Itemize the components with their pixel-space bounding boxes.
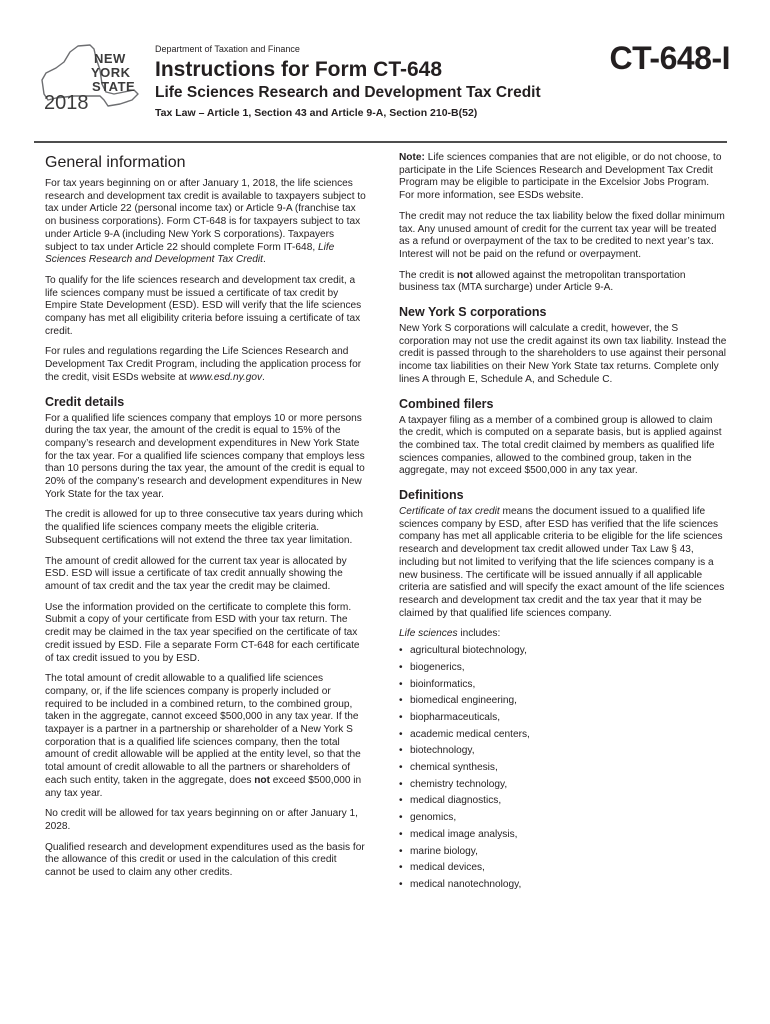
form-code: CT-648-I	[609, 40, 730, 76]
logo-line-3: STATE	[92, 79, 136, 94]
definitions-heading: Definitions	[399, 488, 464, 503]
life-sciences-list	[399, 643, 727, 894]
general-info-text: For rules and regulations regarding the Life Sciences Research and Development Tax Credit Program, including the application process for the credit, visit ESDs website at	[45, 346, 362, 383]
tax-law-reference: Tax Law – Article 1, Section 43 and Article 9-A, Section 210-B(52)	[155, 107, 478, 119]
list-item-label: chemistry technology,	[410, 778, 508, 790]
list-item-label: medical nanotechnology,	[410, 878, 522, 890]
list-item	[399, 793, 727, 810]
page-title: Instructions for Form CT-648	[155, 58, 443, 81]
minimum-tax-paragraph: The credit may not reduce the tax liability below the fixed dollar minimum tax. Any unused amount of credit for the current tax year will be treated as a refund or overpayment of the tax to be credited to next year’s tax. Interest will not be paid on the refund or overpayment.	[399, 210, 725, 260]
list-item	[399, 643, 727, 660]
list-item-label: biogenerics,	[410, 661, 465, 673]
page-header	[0, 0, 770, 150]
esd-website-link[interactable]: www.esd.ny.gov	[189, 371, 263, 383]
list-item-label: academic medical centers,	[410, 728, 530, 740]
life-sciences-definition	[399, 628, 727, 641]
list-item	[399, 693, 727, 710]
bullet-icon: •	[399, 862, 403, 874]
logo-year: 2018	[44, 92, 89, 114]
bullet-icon: •	[399, 745, 403, 757]
list-item-label: agricultural biotechnology,	[410, 645, 527, 657]
period: .	[262, 371, 265, 383]
list-item	[399, 677, 727, 694]
left-column	[45, 152, 368, 888]
bullet-icon: •	[399, 845, 403, 857]
credit-details-paragraph-5	[45, 673, 368, 800]
general-information-heading: General information	[45, 154, 186, 171]
list-item-label: medical image analysis,	[410, 828, 518, 840]
bullet-icon: •	[399, 728, 403, 740]
list-item	[399, 727, 727, 744]
logo-line-1: NEW	[94, 51, 126, 66]
page-subtitle: Life Sciences Research and Development Tax Credit	[155, 84, 541, 101]
certificate-definition	[399, 506, 727, 620]
list-item	[399, 844, 727, 861]
mta-text: The credit is	[399, 269, 457, 281]
credit-details-paragraph-1: For a qualified life sciences company that employs 10 or more persons during the tax year, the amount of the credit is equal to 15% of the company’s research and development expenditures in New York State for the tax year. For a qualified life sciences company that employs less than 10 persons during the tax year, the amount of the credit is equal to 20% of the company’s research and development expenditures in New York State for the tax year.	[45, 412, 365, 500]
list-item	[399, 710, 727, 727]
list-item-label: biopharmaceuticals,	[410, 711, 501, 723]
list-item-label: biomedical engineering,	[410, 695, 517, 707]
bullet-icon: •	[399, 828, 403, 840]
bullet-icon: •	[399, 778, 403, 790]
general-info-paragraph-3	[45, 346, 368, 384]
life-sciences-definition-text: includes:	[457, 628, 501, 640]
list-item-label: bioinformatics,	[410, 678, 476, 690]
general-info-paragraph-1	[45, 178, 368, 267]
list-item	[399, 860, 727, 877]
list-item-label: genomics,	[410, 812, 457, 824]
department-name: Department of Taxation and Finance	[155, 44, 300, 54]
nys-logo	[34, 40, 154, 118]
bullet-icon: •	[399, 878, 403, 890]
list-item-label: medical diagnostics,	[410, 795, 502, 807]
bullet-icon: •	[399, 645, 403, 657]
credit-details-heading: Credit details	[45, 394, 125, 409]
list-item-label: chemical synthesis,	[410, 762, 498, 774]
note-paragraph	[399, 152, 727, 203]
bullet-icon: •	[399, 711, 403, 723]
list-item	[399, 777, 727, 794]
life-sciences-term: Life sciences	[399, 628, 458, 640]
period: .	[263, 254, 266, 266]
credit-details-paragraph-7: Qualified research and development expenditures used as the basis for the allowance of this credit or used in the calculation of this credit cannot be used to claim any other credits.	[45, 841, 365, 879]
general-info-paragraph-2: To qualify for the life sciences research and development tax credit, a life sciences company must be issued a certificate of tax credit by Empire State Development (ESD). ESD will verify that the life sciences company has met all eligibility criteria before issuing a certificate of tax credit.	[45, 274, 362, 337]
emphasis-not: not	[456, 269, 473, 281]
bullet-icon: •	[399, 678, 403, 690]
credit-details-text: The total amount of credit allowable to a qualified life sciences company, or, if the life sciences company is properly included or required to be included in a combined return, to the combined group, taken in the aggregate, cannot exceed $500,000 in any tax year. If the taxpayer is a partner in a partnership or shareholder of a New York S corporation that is a qualified life sciences company, then the total amount of credit allowable will be applied at the entity level, so that the total amount of credit allowable to all the partners or shareholders of each such entity, taken in the aggregate, does	[45, 673, 361, 786]
credit-details-paragraph-3: The amount of credit allowed for the current tax year is allocated by ESD. ESD will issue a certificate of tax credit annually showing the amount of tax credit and the tax year the credit may be claimed.	[45, 555, 347, 592]
bullet-icon: •	[399, 661, 403, 673]
combined-filers-paragraph: A taxpayer filing as a member of a combined group is allowed to claim the credit, which is computed on a separate basis, but is applied against the combined tax. The total credit claimed by members as qualified life sciences companies, allowed to the combined group, taken in the aggregate, may not exceed $500,000 in any tax year.	[399, 414, 722, 477]
mta-paragraph	[399, 270, 727, 295]
credit-details-text-end: exceed $500,000 in any tax year.	[45, 774, 362, 799]
right-column	[399, 152, 727, 894]
list-item	[399, 827, 727, 844]
combined-filers-heading: Combined filers	[399, 396, 494, 411]
credit-details-paragraph-6: No credit will be allowed for tax years beginning on or after January 1, 2028.	[45, 808, 358, 832]
s-corporations-heading: New York S corporations	[399, 305, 547, 320]
bullet-icon: •	[399, 762, 403, 774]
s-corporations-paragraph: New York S corporations will calculate a credit, however, the S corporation may not use the credit against its own tax liability. Instead the credit is passed through to the shareholders to use against their personal income tax liabilities on their New York State tax returns. Complete only lines A through E, Schedule A, and Schedule C.	[399, 323, 727, 385]
credit-details-paragraph-2: The credit is allowed for up to three consecutive tax years during which the qualified life sciences company meets the eligible criteria. Subsequent certifications will not extend the three tax year limitation.	[45, 509, 363, 546]
list-item	[399, 660, 727, 677]
bullet-icon: •	[399, 795, 403, 807]
note-label: Note:	[399, 152, 425, 163]
it-648-title: Life Sciences Research and Development Tax Credit	[45, 241, 335, 266]
bullet-icon: •	[399, 695, 403, 707]
certificate-definition-text: means the document issued to a qualified life sciences company by ESD, after ESD has verified that the life sciences company has met all applicable criteria to be eligible for the life sciences research and development tax credit allowed under Tax Law § 43, including but not limited to verifying that the life sciences company is a new business. The certificate will be issued annually if all applicable criteria are satisfied and will specify the exact amount of the life sciences research and development tax credit and the tax year that it may be claimed by that qualified life sciences company.	[399, 506, 725, 619]
list-item	[399, 877, 727, 894]
credit-details-paragraph-4: Use the information provided on the certificate to complete this form. Submit a copy of your certificate from ESD with your tax return. The credit may be claimed in the tax year specified on the certificate of tax credit issued by ESD. File a separate Form CT-648 for each certificate of tax credit issued to you by ESD.	[45, 601, 360, 664]
list-item	[399, 743, 727, 760]
logo-line-2: YORK	[91, 65, 131, 80]
note-text: Life sciences companies that are not eligible, or do not choose, to participate in the Life Sciences Research and Development Tax Credit Program may be eligible to participate in the Excelsior Jobs Program. For more information, see ESDs website.	[399, 152, 722, 202]
general-info-text: For tax years beginning on or after January 1, 2018, the life sciences research and development tax credit is available to taxpayers subject to tax under Article 22 (personal income tax) or Article 9-A (franchise tax on business corporations). Form CT-648 is for taxpayers subject to tax under Article 9-A (including New York S corporations). Taxpayers subject to tax under Article 22 should complete Form IT-648,	[45, 178, 366, 253]
emphasis-not: not	[254, 774, 270, 786]
bullet-icon: •	[399, 812, 403, 824]
list-item	[399, 760, 727, 777]
list-item-label: marine biology,	[410, 845, 478, 857]
header-divider	[34, 141, 727, 143]
list-item	[399, 810, 727, 827]
list-item-label: biotechnology,	[410, 745, 475, 757]
mta-text-end: allowed against the metropolitan transportation business tax (MTA surcharge) under Article 9-A.	[399, 269, 686, 294]
certificate-term: Certificate of tax credit	[399, 506, 500, 518]
list-item-label: medical devices,	[410, 862, 485, 874]
